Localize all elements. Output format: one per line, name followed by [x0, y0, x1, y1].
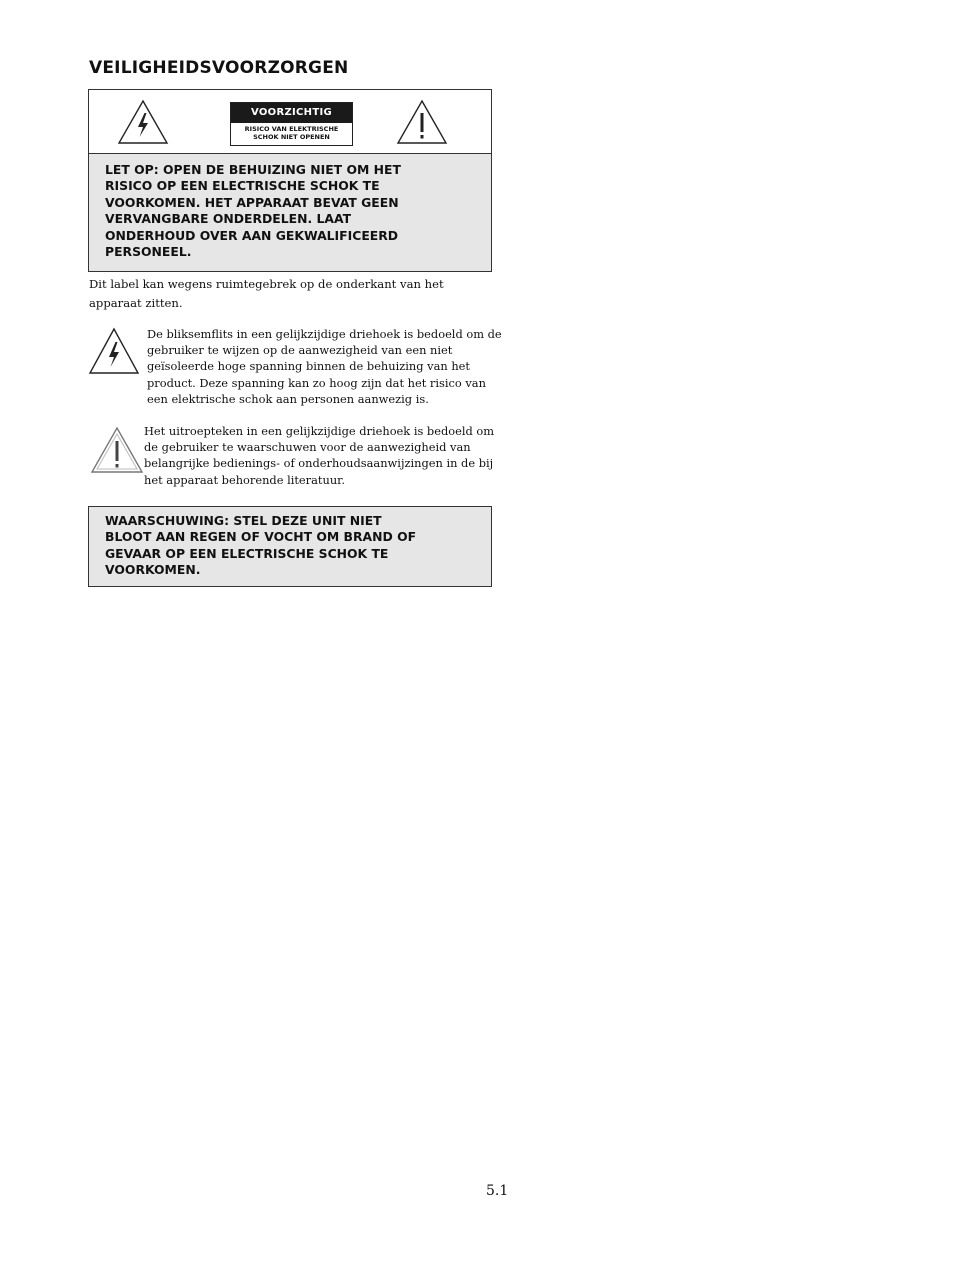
- lightning-triangle-icon: [117, 99, 169, 145]
- exclamation-symbol-explanation: Het uitroepteken in een gelijkzijdige driehoek is bedoeld om de gebruiker te waarschuwen voor de aanwezigheid van belangrijke bedienings- of onderhoudsaanwijzingen in de bij het apparaat behorende literatuur.: [144, 424, 495, 487]
- exclamation-triangle-icon: [396, 99, 448, 145]
- caution-label-title: VOORZICHTIG: [231, 103, 352, 123]
- label-location-note: Dit label kan wegens ruimtegebrek op de onderkant van het apparaat zitten.: [89, 277, 444, 310]
- page-number: 5.1: [486, 1183, 509, 1199]
- caution-text-panel: [89, 154, 491, 271]
- caution-symbols-row: [89, 90, 491, 154]
- caution-box: [88, 89, 492, 272]
- moisture-warning-text: WAARSCHUWING: STEL DEZE UNIT NIET BLOOT AAN REGEN OF VOCHT OM BRAND OF GEVAAR OP EEN ELECTRISCHE SCHOK TE VOORKOMEN.: [105, 513, 417, 578]
- lightning-triangle-icon: [88, 327, 140, 375]
- caution-label: [230, 102, 353, 146]
- caution-warning-text: LET OP: OPEN DE BEHUIZING NIET OM HET RISICO OP EEN ELECTRISCHE SCHOK TE VOORKOMEN. HET APPARAAT BEVAT GEEN VERVANGBARE ONDERDELEN. LAAT ONDERHOUD OVER AAN GEKWALIFICEERD PERSONEEL.: [105, 162, 401, 260]
- page-title: VEILIGHEIDSVOORZORGEN: [89, 58, 349, 78]
- moisture-warning-box: [88, 506, 492, 587]
- caution-label-subtitle: RISICO VAN ELEKTRISCHE SCHOK NIET OPENEN: [244, 125, 339, 141]
- exclamation-triangle-icon: [90, 426, 144, 474]
- lightning-symbol-explanation: De bliksemflits in een gelijkzijdige driehoek is bedoeld om de gebruiker te wijzen op de aanwezigheid van een niet geïsoleerde hoge spanning binnen de behuizing van het product. Deze spanning kan zo hoog zijn dat het risico van een elektrische schok aan personen aanwezig is.: [147, 327, 502, 406]
